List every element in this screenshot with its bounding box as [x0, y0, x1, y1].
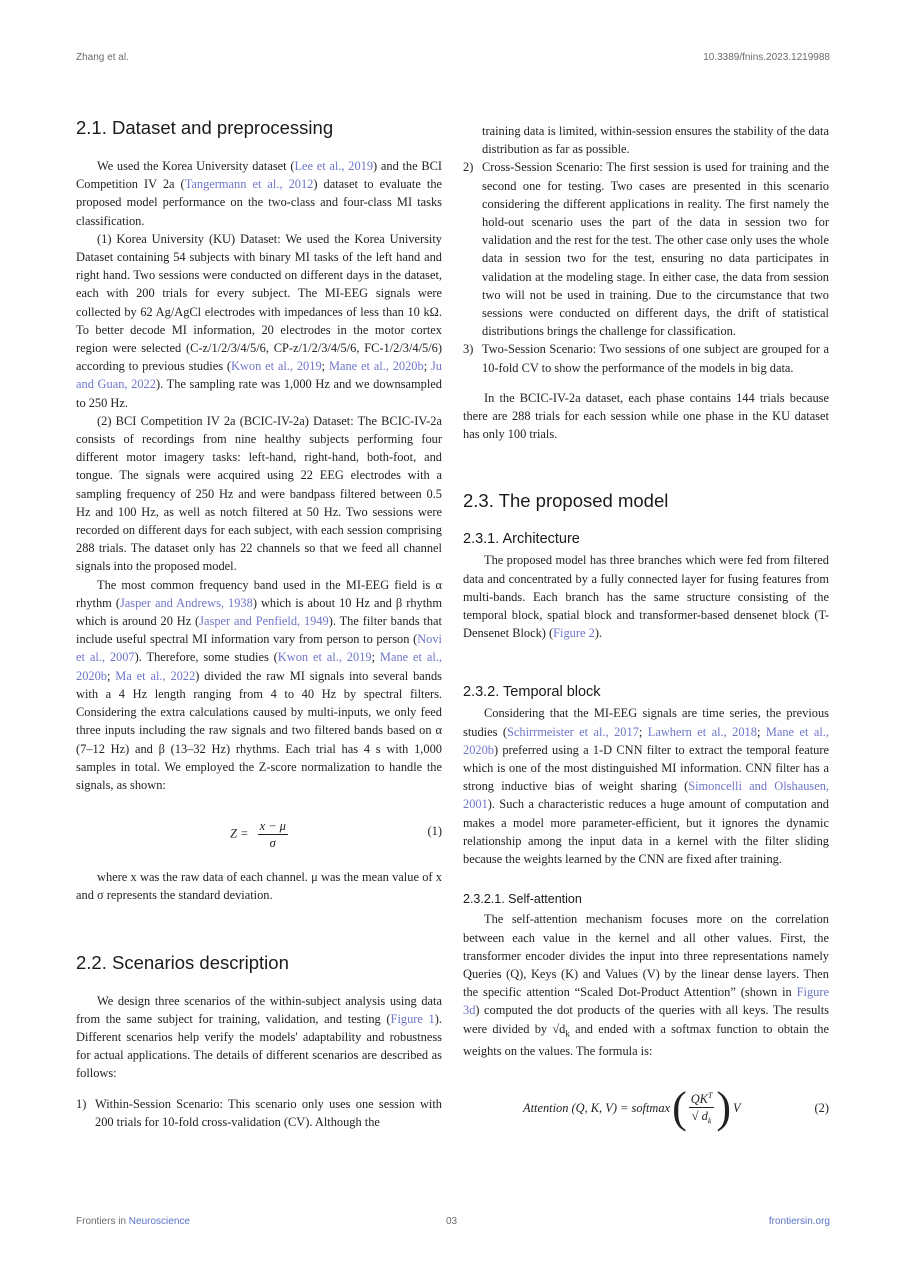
running-header-authors: Zhang et al. — [76, 52, 129, 63]
fraction — [258, 818, 288, 851]
equation-rhs: V — [733, 1101, 741, 1116]
citation-link[interactable]: Tangermann et al., 2012 — [184, 177, 314, 192]
text-run: ; — [638, 724, 648, 739]
paragraph — [76, 157, 442, 230]
citation-link[interactable]: Figure 1 — [390, 1011, 435, 1026]
citation-link[interactable]: Jasper and Penfield, 1949 — [199, 614, 329, 629]
fraction-numerator: x − μ — [259, 819, 286, 834]
text-run: where x was the raw data of each channel. μ was the mean value of x and σ represents the standard deviation. — [76, 870, 442, 903]
list-item-text: Two-Session Scenario: Two sessions of one subject are grouped for a 10-fold CV to show the performance of the models in big data. — [482, 342, 829, 375]
right-paren: ) — [716, 1083, 732, 1133]
list-item — [463, 158, 829, 340]
paragraph — [76, 230, 442, 412]
text-run: ; — [321, 359, 329, 374]
text-run: ; — [106, 668, 116, 683]
left-paren: ( — [672, 1083, 687, 1133]
footer-journal: Frontiers in Neuroscience — [76, 1216, 190, 1227]
citation-link[interactable]: Mane et al., 2020b — [76, 650, 442, 683]
page-number: 03 — [446, 1216, 458, 1227]
running-header-doi[interactable]: 10.3389/fnins.2023.1219988 — [703, 52, 830, 63]
section-title-2-3: 2.3. The proposed model — [463, 490, 669, 512]
citation-link[interactable]: Jasper and Andrews, 1938 — [119, 595, 253, 610]
fraction-numerator: $QK^T$ — [689, 1088, 715, 1108]
scenario-list — [76, 1095, 442, 1131]
left-column — [76, 116, 442, 1131]
citation-link[interactable]: Figure 2 — [553, 626, 595, 641]
list-number: 3) — [463, 342, 474, 357]
list-number: 1) — [76, 1096, 87, 1111]
citation-link[interactable]: Kwon et al., 2019 — [277, 650, 372, 665]
list-item — [463, 122, 829, 158]
scenario-list-continued — [463, 122, 829, 377]
paragraph — [463, 551, 829, 642]
equation-lhs: Attention (Q, K, V) = softmax — [523, 1101, 671, 1116]
section-title-2-1: 2.1. Dataset and preprocessing — [76, 117, 334, 138]
citation-link[interactable]: Ma et al., 2022 — [115, 668, 196, 683]
subsection-title-2-3-1: 2.3.1. Architecture — [463, 531, 580, 548]
list-item — [463, 340, 829, 376]
paragraph — [76, 868, 442, 904]
paragraph — [463, 910, 829, 1060]
citation-link[interactable]: Mane et al., 2020b — [328, 359, 424, 374]
right-column — [463, 122, 829, 1138]
equation-number: (2) — [814, 1101, 829, 1116]
footer-journal-link[interactable]: Neuroscience — [128, 1216, 190, 1227]
text-run: and ended with a softmax function to obtain the weights on the values. The formula is: — [463, 1021, 829, 1059]
equation-1 — [76, 808, 442, 856]
text-run: ; — [756, 724, 766, 739]
text-run: ). — [594, 626, 603, 641]
text-run: The self-attention mechanism focuses more on the correlation between each value in the kernel and all other values. First, the transformer encoder divides the input into three representations namely Queries (Q), Keys (K) and Values (V) by the linear dense layers. Then the specific attention “Scaled Dot-Product Attention” (shown in — [463, 912, 829, 1000]
equation-number: (1) — [427, 824, 442, 839]
text-run: ) which is about 10 Hz and β rhythm which is around 20 Hz ( — [76, 595, 443, 629]
list-item-text: training data is limited, within-session ensures the stability of the data distribution as far as possible. — [482, 124, 829, 157]
text-run: ). The filter bands that include useful spectral MI information vary from person to person ( — [76, 614, 442, 647]
citation-link[interactable]: Lawhern et al., 2018 — [647, 724, 757, 739]
text-run: ) computed the dot products of the queries with all keys. The results were divided by √d — [463, 1003, 829, 1036]
list-item — [76, 1095, 442, 1131]
text-run: ) dataset to evaluate the proposed model performance on the two-class and four-class MI tasks classification. — [76, 177, 443, 228]
citation-link[interactable]: Figure 3d — [463, 985, 829, 1018]
citation-link[interactable]: Lee et al., 2019 — [294, 159, 374, 173]
text-run: ). Therefore, some studies ( — [134, 650, 278, 665]
text-run: ; — [423, 359, 431, 374]
subsubsection-title-2-3-2-1: 2.3.2.1. Self-attention — [463, 892, 582, 907]
text-run: ) preferred using a 1-D CNN filter to extract the temporal feature which is one of the most distinguished MI information. CNN filter has a strong inductive bias of weight sharing ( — [463, 742, 829, 794]
text-run: We used the Korea University dataset ( — [97, 159, 295, 173]
text-run: (1) Korea University (KU) Dataset: We used the Korea University Dataset containing 54 subjects with binary MI tasks of the left hand and right hand. Two sessions were conducted on different days in the dataset, each with 200 trials for every subject. The MI-EEG signals were collected by 62 Ag/AgCl electrodes with impedances of less than 10 kΩ. To better decode MI information, 20 electrodes in the motor cortex region were selected (C-z/1/2/3/4/5/6, CP-z/1/2/3/4/5/6, FC-1/2/3/4/5/6) according to previous studies ( — [76, 231, 442, 374]
paragraph — [463, 704, 829, 868]
paragraph — [76, 992, 442, 1083]
citation-link[interactable]: Kwon et al., 2019 — [231, 359, 322, 374]
citation-link[interactable]: Schirrmeister et al., 2017 — [506, 724, 639, 739]
paragraph: In the BCIC-IV-2a dataset, each phase contains 144 trials because there are 288 trials for each session while one phase in the KU dataset has only 100 trials. — [463, 390, 829, 442]
text-run: (2) BCI Competition IV 2a (BCIC-IV-2a) Dataset: The BCIC-IV-2a consists of recordings from nine healthy subjects performing four different motor imagery tasks: left-hand, right-hand, both-foot, and tongue. The signals were acquired using 22 EEG electrodes with a sampling frequency of 250 Hz and were bandpass filtered between 0.5 Hz and 100 Hz, as well as notch filtered at 50 Hz. Two sessions were recorded on different days for each subject, with each session comprising 288 trials. The dataset only has 22 channels so that we feed all channel signals into the proposed model. — [76, 413, 442, 574]
list-number: 2) — [463, 160, 474, 175]
text-run: ; — [371, 650, 380, 665]
citation-link[interactable]: Simoncelli and Olshausen, 2001 — [463, 779, 829, 812]
text-run: ) divided the raw MI signals into several bands with a 4 Hz length ranging from 4 to 40 Hz by spectral filters. Considering the extra calculations caused by multi-inputs, we only feed three inputs including the raw signals and two filtered bands based on α (7–12 Hz) and β (13–32 Hz) rhythms. Each trial has 4 s with 1,000 samples in total. We employed the Z-score normalization to handle the signals, as shown: — [76, 668, 442, 792]
paragraph — [76, 576, 442, 794]
equation-lhs: Z = — [230, 826, 249, 841]
paragraph — [76, 412, 442, 576]
text-run: The proposed model has three branches which were fed from filtered data and concentrated by a fully connected layer for fusing features from multi-bands. Each branch has the same structure consisting of the temporal block, spatial block and transformer-based densenet block (T-Densenet Block) ( — [463, 553, 829, 641]
text-run: ) and the BCI Competition IV 2a ( — [76, 159, 442, 192]
text-run: We design three scenarios of the within-subject analysis using data from the same subject for training, validation, and testing ( — [76, 993, 442, 1026]
list-item-text: Cross-Session Scenario: The first session is used for training and the second one for testing. Two cases are presented in this scenario considering the different applications in reality. The first namely the hold-out scenario uses the part of the data in session two for validation and the rest for the test. The other case only uses the whole data in session two for the test, ensuring no data participates in validation at the modeling stage. In either case, the data from session two will not be used in training. Due to the circumstance that two sessions were conducted on different days, the drift of statistical distributions brings the challenge for classification. — [482, 160, 829, 339]
fraction-denominator: σ — [269, 836, 276, 851]
text-run: ). The sampling rate was 1,000 Hz and we downsampled to 250 Hz. — [76, 377, 442, 410]
text-run: The most common frequency band used in the MI-EEG field is α rhythm ( — [76, 577, 442, 610]
footer-site-link[interactable]: frontiersin.org — [768, 1216, 830, 1227]
equation-2 — [463, 1080, 829, 1138]
section-title-2-2: 2.2. Scenarios description — [76, 951, 289, 973]
citation-link[interactable]: Mane et al., 2020b — [463, 724, 829, 757]
text-run: Considering that the MI-EEG signals are time series, the previous studies ( — [463, 706, 829, 739]
citation-link[interactable]: Novi et al., 2007 — [76, 632, 442, 665]
subscript: k — [565, 1027, 570, 1038]
fraction — [689, 1088, 715, 1130]
list-item-text: Within-Session Scenario: This scenario only uses one session with 200 trials for 10-fold cross-validation (CV). Although the — [95, 1096, 442, 1129]
text-run: ). Such a characteristic reduces a huge amount of computation and makes a model more parameter-efficient, but it ignores the dynamic relationship among the input data in a kernel with the filter sliding because the weights learned by the CNN are fixed after training. — [463, 797, 829, 867]
fraction-denominator: √ $d_k$ — [691, 1108, 712, 1126]
subsection-title-2-3-2: 2.3.2. Temporal block — [463, 684, 601, 701]
citation-link[interactable]: Ju and Guan, 2022 — [76, 359, 442, 392]
text-run: ). Different scenarios help verify the models' adaptability and robustness for actual applications. The details of different scenarios are described as follows: — [76, 1011, 442, 1081]
